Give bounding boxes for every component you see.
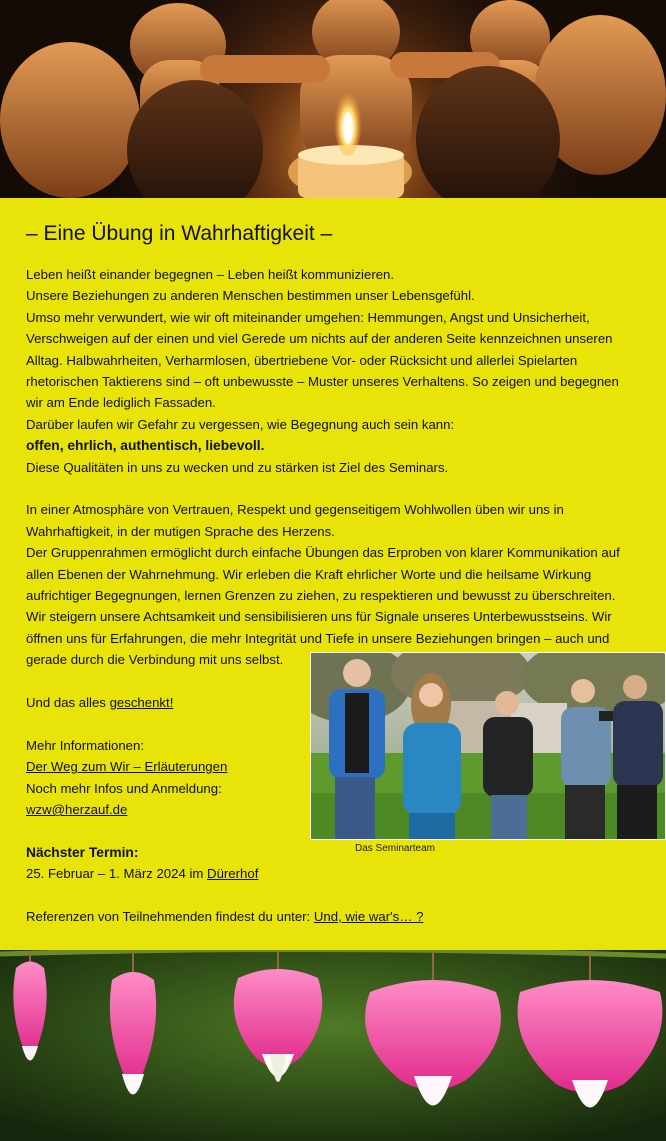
- page-title: – Eine Übung in Wahrhaftigkeit –: [26, 222, 333, 245]
- qualities-line: offen, ehrlich, authentisch, liebevoll.: [26, 438, 265, 454]
- hero-candle-photo: [0, 0, 666, 198]
- references-line: Referenzen von Teilnehmenden findest du unter: Und, wie war's… ?: [26, 909, 424, 925]
- seminar-team-image: [311, 653, 666, 840]
- team-photo: [310, 652, 666, 840]
- figure-left: [0, 42, 140, 198]
- signup-label: Noch mehr Infos und Anmeldung:: [26, 780, 222, 796]
- intro-line-1: Leben heißt einander begegnen – Leben heißt kommunizieren.: [26, 267, 395, 282]
- footer-flowers-photo: [0, 950, 666, 1141]
- intro-line-2: Unsere Beziehungen zu anderen Menschen bestimmen unser Lebensgefühl.: [26, 288, 475, 304]
- intro-line-8: Darüber laufen wir Gefahr zu vergessen, wie Begegnung auch sein kann:: [26, 416, 455, 432]
- method-line-1: In einer Atmosphäre von Vertrauen, Respekt und gegenseitigem Wohlwollen üben wir uns in: [26, 502, 564, 518]
- person-1: [343, 659, 371, 687]
- intro-line-4: Verschweigen auf der einen und viel Gerede um nichts auf der anderen Seite kennzeichnen unseren: [26, 331, 613, 347]
- gift-line: Und das alles geschenkt!: [26, 695, 174, 711]
- more-info-label: Mehr Informationen:: [26, 737, 145, 753]
- person-3: [495, 691, 519, 715]
- person-4: [571, 679, 595, 703]
- venue-link[interactable]: Dürerhof: [207, 866, 259, 882]
- candle-circle-image: [0, 0, 666, 198]
- next-date-label: Nächster Termin:: [26, 844, 139, 860]
- references-link[interactable]: Und, wie war's… ?: [313, 909, 424, 925]
- more-info-link[interactable]: Der Weg zum Wir – Erläuterungen: [26, 759, 228, 775]
- content-panel: [0, 198, 666, 950]
- method-line-7: öffnen uns für Erfahrungen, die mehr Integrität und Tiefe in unsere Beziehungen bringen – auch und: [26, 630, 610, 646]
- method-line-6: Wir steigern unsere Achtsamkeit und sensibilisieren uns für Signale unseres Unterbewusstseins. Wir: [26, 609, 612, 625]
- person-5: [623, 675, 647, 699]
- team-photo-caption: Das Seminarteam: [354, 843, 436, 854]
- method-line-2: Wahrhaftigkeit, in der mutigen Sprache des Herzens.: [26, 523, 335, 539]
- next-date-line: 25. Februar – 1. März 2024 im Dürerhof: [26, 866, 259, 882]
- intro-line-7: wir am Ende lediglich Fassaden.: [26, 395, 216, 411]
- method-line-4: allen Ebenen der Wahrnehmung. Wir erleben die Kraft ehrlicher Worte und die heilsame Wirkung: [26, 566, 592, 582]
- bleeding-heart-flowers-image: [0, 950, 666, 1141]
- method-line-5: aufrichtiger Begegnungen, lernen Grenzen zu ziehen, zu respektieren und bewusst zu überschreiten.: [26, 588, 616, 604]
- method-line-8: gerade durch die Verbindung mit uns selbst.: [26, 652, 284, 668]
- intro-line-6: rhetorischen Taktierens sind – oft unbewusste – Muster unseres Verhaltens. So zeigen und begegnen: [26, 374, 619, 390]
- signup-email-link[interactable]: wzw@herzauf.de: [26, 802, 128, 818]
- intro-line-3: Umso mehr verwundert, wie wir oft miteinander umgehen: Hemmungen, Angst und Unsicherheit,: [26, 309, 590, 325]
- method-line-3: Der Gruppenrahmen ermöglicht durch einfache Übungen das Erproben von klarer Kommunikation auf: [26, 545, 620, 561]
- intro-line-5: Alltag. Halbwahrheiten, Verharmlosen, übertriebene Vor- oder Rücksicht und allerlei Spielarten: [26, 352, 578, 368]
- goal-line: Diese Qualitäten in uns zu wecken und zu stärken ist Ziel des Seminars.: [26, 459, 449, 475]
- gift-link[interactable]: geschenkt!: [109, 695, 174, 711]
